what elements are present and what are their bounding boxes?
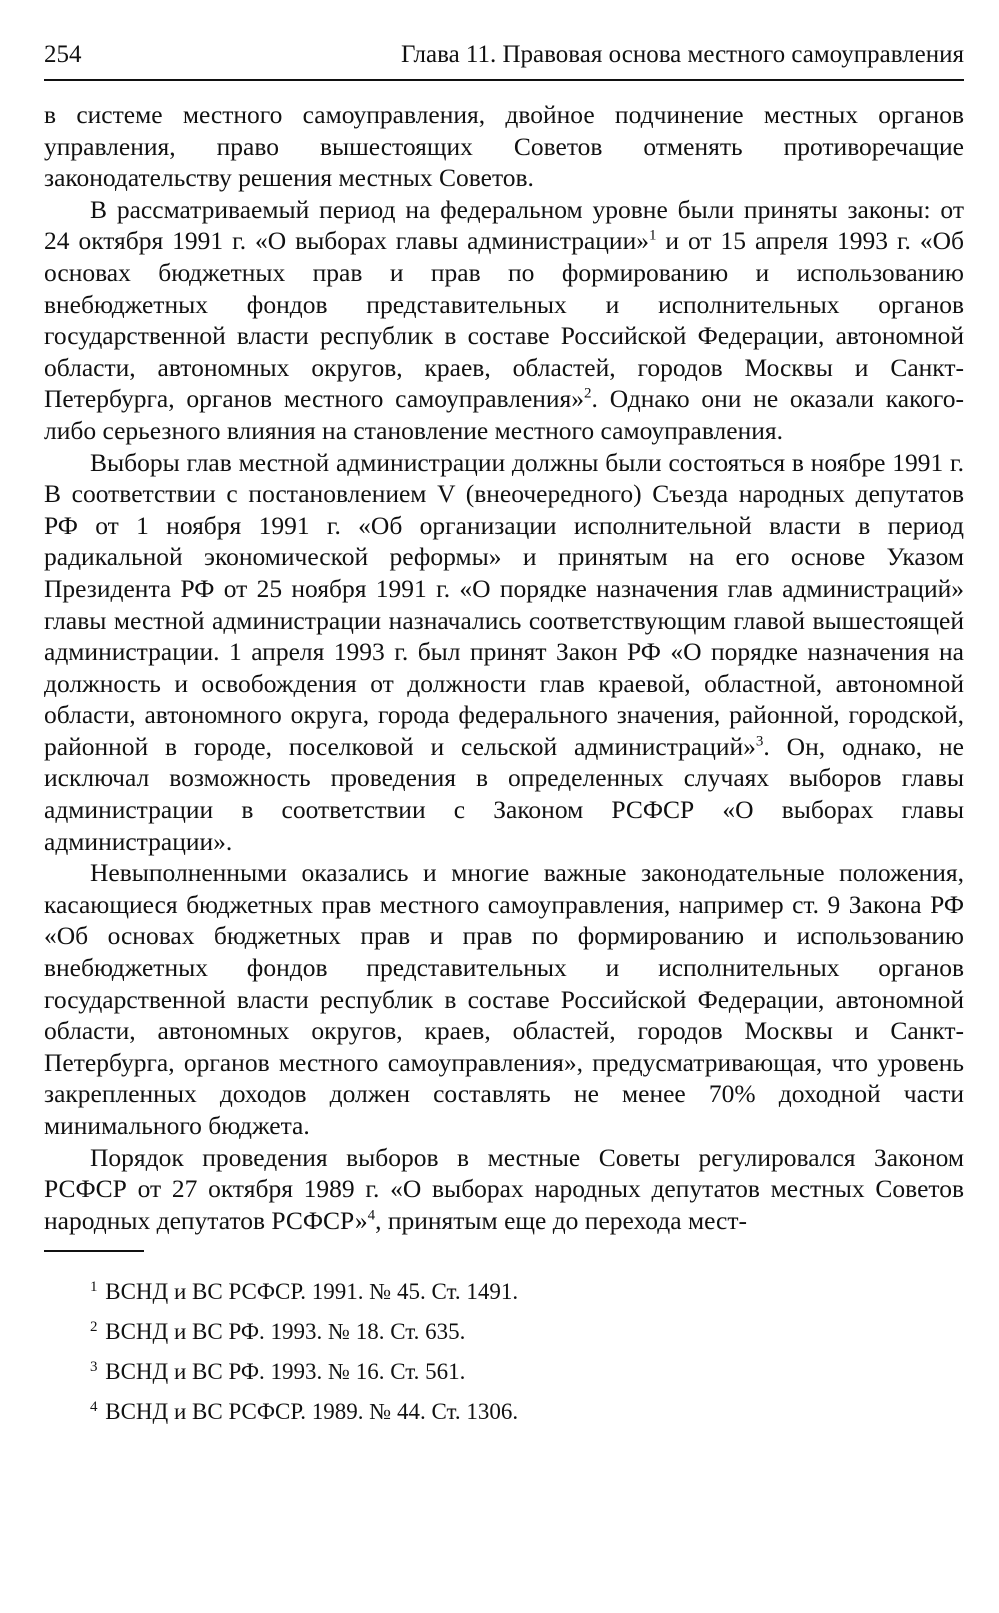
footnote-ref: 3 [755, 733, 764, 750]
paragraph-4 [44, 857, 964, 1141]
footnote-3 [90, 1352, 964, 1392]
footnote-text: ВСНД и ВС РФ. 1993. № 16. Ст. 561. [105, 1359, 466, 1385]
book-page [44, 40, 964, 1432]
footnote-divider [44, 1250, 144, 1252]
paragraph-5 [44, 1142, 964, 1237]
main-text [44, 99, 964, 1236]
paragraph-text: В рассматриваемый период на федеральном уровне были приняты законы: от 24 октября 1991 г. «О выборах главы администрации» [44, 194, 964, 256]
footnote-text: ВСНД и ВС РФ. 1993. № 18. Ст. 635. [105, 1319, 466, 1345]
paragraph-1 [44, 99, 964, 194]
paragraph-text: Порядок проведения выборов в местные Советы регулировался Законом РСФСР от 27 октября 1989 г. «О выборах народных депутатов местных Советов народных депутатов РСФСР» [44, 1142, 964, 1235]
footnotes [44, 1272, 964, 1432]
footnote-text: ВСНД и ВС РСФСР. 1989. № 44. Ст. 1306. [105, 1399, 519, 1425]
paragraph-text: Невыполненными оказались и многие важные законодательные положения, касающиеся бюджетных прав местного самоуправления, например ст. 9 Закона РФ «Об основах бюджетных прав и прав по формированию и использованию внебюджетных фондов представительных и исполнительных органов государственной власти республик в составе Российской Федерации, автономной области, автономных округов, краев, областей, городов Москвы и Санкт-Петербурга, органов местного самоуправления», предусматривающая, что уровень закрепленных доходов должен составлять не менее 70% доходной части минимального бюджета. [44, 858, 964, 1140]
footnote-marker: 4 [90, 1398, 98, 1415]
running-header [44, 40, 964, 81]
paragraph-text: Выборы глав местной администрации должны были состояться в ноябре 1991 г. В соответствии с постановлением V (внеочередного) Съезда народных депутатов РФ от 1 ноября 1991 г. «Об организации исполнительной власти в период радикальной экономической реформы» и принятым на его основе Указом Президента РФ от 25 ноября 1991 г. «О порядке назначения глав администраций» главы местной администрации назначались соответствующим главой вышестоящей администрации. 1 апреля 1993 г. был принят Закон РФ «О порядке назначения на должность и освобождения от должности глав краевой, областной, автономной области, автономного округа, города федерального значения, районной, городской, районной в городе, поселковой и сельской администраций» [44, 447, 964, 761]
paragraph-text: , принятым еще до перехода мест- [375, 1205, 748, 1235]
paragraph-2 [44, 194, 964, 447]
footnote-1 [90, 1272, 964, 1312]
footnote-2 [90, 1312, 964, 1352]
footnote-marker: 2 [90, 1318, 98, 1335]
paragraph-text: . Однако они не оказали какого-либо серьезного влияния на становление местного самоуправления. [44, 384, 964, 445]
footnote-ref: 4 [367, 1207, 376, 1224]
paragraph-text: в системе местного самоуправления, двойное подчинение местных органов управления, право вышестоящих Советов отменять противоречащие законодательству решения местных Советов. [44, 100, 964, 193]
page-number: 254 [44, 41, 82, 68]
footnote-text: ВСНД и ВС РСФСР. 1991. № 45. Ст. 1491. [105, 1279, 519, 1305]
paragraph-text: и от 15 апреля 1993 г. «Об основах бюджетных прав и прав по формированию и использованию внебюджетных фондов представительных и исполнительных органов государственной власти республик в составе Российской Федерации, автономной области, автономных округов, краев, областей, городов Москвы и Санкт-Петербурга, органов местного самоуправления» [44, 226, 964, 414]
paragraph-text: . Он, однако, не исключал возможность проведения в определенных случаях выборов главы администрации в соответствии с Законом РСФСР «О выборах главы администрации». [44, 731, 964, 856]
running-title: Глава 11. Правовая основа местного самоуправления [400, 41, 964, 68]
footnote-marker: 1 [90, 1278, 98, 1295]
footnote-ref: 2 [584, 385, 592, 402]
footnote-4 [90, 1392, 964, 1432]
footnote-ref: 1 [648, 227, 657, 244]
paragraph-3 [44, 447, 964, 858]
footnote-marker: 3 [90, 1358, 98, 1375]
